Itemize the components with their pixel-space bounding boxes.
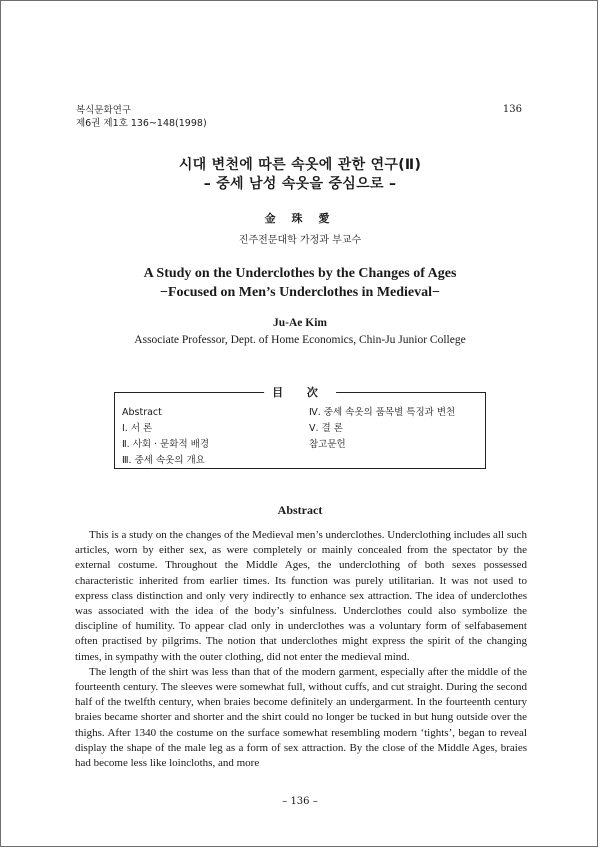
page-number: 136 [502, 104, 522, 115]
journal-header [76, 104, 207, 130]
toc-title: 目 次 [264, 384, 336, 400]
abstract-heading: Abstract [277, 503, 323, 517]
korean-author: 金 珠 愛 [264, 212, 336, 225]
toc-item: Ⅳ. 중세 속옷의 품목별 특징과 변천 [309, 407, 456, 418]
toc-item: 참고문헌 [309, 439, 346, 450]
toc-item: Ⅰ. 서 론 [122, 423, 153, 434]
abstract-paragraph: The length of the shirt was less than that of the modern garment, especially after the middle of the fourteenth century. The sleeves were somewhat full, without cuffs, and cut straight. During the second half of the twelfth century, when braies become definitely an undergarment. In the fourteenth century braies became shorter and shorter and the shirt could no longer be tucked in but hung outside over the thighs. After 1340 the costume on the surface somewhat resembling modern ‘tights’, began to reveal display the shape of the male leg as a form of sex attraction. By the close of the Middle Ages, braies had become less like loincloths, and more [75, 665, 527, 770]
abstract-body [75, 528, 527, 771]
journal-name: 복식문화연구 [76, 105, 132, 116]
toc-item: Ⅱ. 사회 · 문화적 배경 [122, 439, 210, 450]
toc-right-column [309, 405, 455, 453]
english-affiliation: Associate Professor, Dept. of Home Economics, Chin-Ju Junior College [134, 334, 466, 346]
english-title-line2: −Focused on Men’s Underclothes in Medieval− [160, 285, 440, 300]
english-author: Ju-Ae Kim [273, 317, 327, 329]
english-title-line1: A Study on the Underclothes by the Changes of Ages [143, 266, 457, 281]
table-of-contents [114, 386, 486, 469]
korean-affiliation: 진주전문대학 가정과 부교수 [238, 235, 362, 246]
toc-left-column [122, 405, 209, 469]
toc-item: Ⅲ. 중세 속옷의 개요 [122, 455, 205, 466]
toc-item: Abstract [122, 407, 162, 418]
english-title [0, 264, 600, 302]
korean-title-line2: – 중세 남성 속옷을 중심으로 – [203, 176, 397, 192]
abstract-paragraph: This is a study on the changes of the Medieval men’s underclothes. Underclothing includes all such articles, worn by either sex, as were completely or mainly concealed from the spectator by the external costume. Throughout the Middle Ages, the underclothing of both sexes possessed characteristic inherited from earlier times. Its function was purely utilitarian. It was not used to express class distinction and only very indirectly to enhance sex attraction. The idea of underclothes was associated with the idea of the body’s sinfulness. Underclothes could also symbolize the discipline of humility. To appear clad only in underclothes was a voluntary form of selfabasement often practised by pilgrims. The notion that underclothes might express the spirit of the changing times, in sympathy with the outer clothing, did not enter the medieval mind. [75, 529, 527, 663]
korean-title [0, 156, 600, 194]
page-footer: – 136 – [282, 796, 318, 807]
toc-item: Ⅴ. 결 론 [309, 423, 343, 434]
korean-title-line1: 시대 변천에 따른 속옷에 관한 연구(Ⅱ) [178, 157, 422, 173]
journal-issue: 제6권 제1호 136~148(1998) [76, 118, 207, 129]
